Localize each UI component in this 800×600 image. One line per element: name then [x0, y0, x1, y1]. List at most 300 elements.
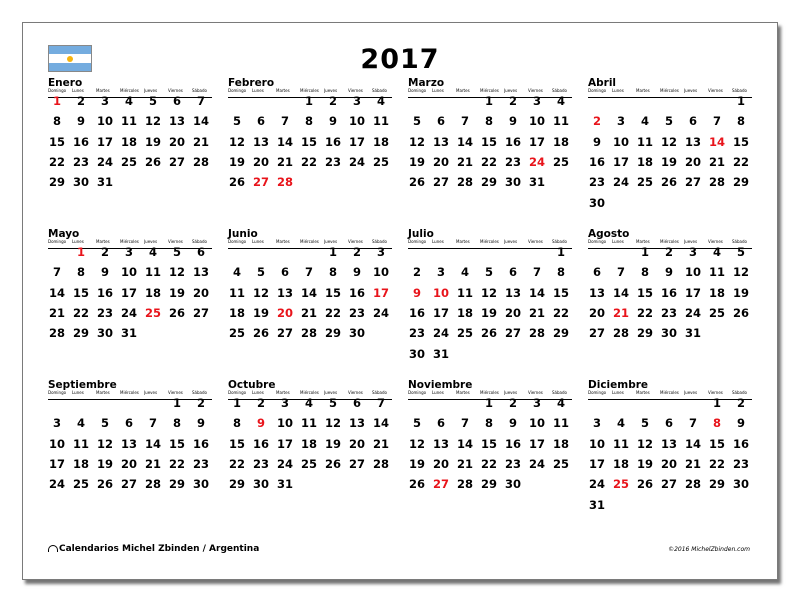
day-cell: 19	[144, 134, 161, 149]
day-cell: 3	[280, 396, 289, 410]
day-cell: 15	[552, 285, 569, 300]
day-cell: 9	[592, 134, 601, 149]
day-cell: 14	[456, 134, 473, 149]
day-cell: 16	[504, 436, 521, 451]
day-cell: 9	[76, 114, 85, 129]
day-cell: 9	[664, 265, 673, 280]
day-cell: 24	[588, 477, 605, 492]
weekday-label: Jueves	[684, 88, 698, 93]
holiday-day-cell: 9	[256, 416, 265, 431]
footer-credit	[48, 544, 259, 554]
day-cell: 17	[120, 285, 137, 300]
day-cell: 10	[528, 114, 545, 129]
day-cell: 26	[96, 477, 113, 492]
day-cell: 4	[556, 94, 565, 108]
day-cell: 20	[432, 456, 449, 471]
weekday-label: Miércoles	[480, 390, 499, 395]
holiday-day-cell: 21	[612, 305, 629, 320]
weekday-label: Lunes	[252, 239, 264, 244]
month-julio	[408, 228, 574, 368]
day-cell: 22	[300, 154, 317, 169]
day-cell: 20	[684, 154, 701, 169]
day-cell: 19	[324, 436, 341, 451]
day-cell: 17	[348, 134, 365, 149]
day-cell: 9	[328, 114, 337, 129]
day-cell: 15	[324, 285, 341, 300]
weekday-label: Viernes	[528, 239, 543, 244]
weekday-label: Miércoles	[660, 390, 679, 395]
day-cell: 17	[276, 436, 293, 451]
day-cell: 4	[148, 245, 157, 259]
day-cell: 9	[736, 416, 745, 431]
day-cell: 13	[120, 436, 137, 451]
day-cell: 13	[168, 114, 185, 129]
month-name: Noviembre	[408, 379, 473, 391]
day-cell: 23	[324, 154, 341, 169]
day-cell: 26	[324, 456, 341, 471]
day-cell: 2	[76, 94, 85, 108]
day-cell: 19	[408, 456, 425, 471]
day-cell: 27	[120, 477, 137, 492]
day-cell: 31	[276, 477, 293, 492]
month-name: Abril	[588, 77, 617, 89]
day-cell: 10	[276, 416, 293, 431]
day-cell: 10	[684, 265, 701, 280]
day-cell: 10	[348, 114, 365, 129]
day-cell: 27	[276, 326, 293, 341]
day-cell: 8	[484, 114, 493, 129]
day-cell: 13	[252, 134, 269, 149]
day-cell: 2	[196, 396, 205, 410]
day-cell: 19	[732, 285, 749, 300]
weekday-label: Martes	[96, 390, 110, 395]
month-name: Enero	[48, 77, 83, 89]
day-cell: 13	[432, 436, 449, 451]
day-cell: 30	[504, 477, 521, 492]
weekday-label: Viernes	[528, 88, 543, 93]
day-cell: 17	[432, 305, 449, 320]
holiday-day-cell: 1	[76, 245, 85, 259]
weekday-label: Domingo	[48, 239, 67, 244]
month-name: Febrero	[228, 77, 275, 89]
day-cell: 7	[304, 265, 313, 280]
day-cell: 9	[508, 416, 517, 431]
day-cell: 19	[408, 154, 425, 169]
day-cell: 16	[660, 285, 677, 300]
weekday-label: Miércoles	[120, 239, 139, 244]
holiday-day-cell: 24	[528, 154, 545, 169]
weekday-label: Martes	[456, 239, 470, 244]
day-cell: 15	[48, 134, 65, 149]
weekday-label: Martes	[276, 390, 290, 395]
day-cell: 5	[256, 265, 265, 280]
day-cell: 7	[532, 265, 541, 280]
weekday-label: Lunes	[432, 88, 444, 93]
day-cell: 18	[456, 305, 473, 320]
day-cell: 4	[616, 416, 625, 431]
day-cell: 26	[480, 326, 497, 341]
day-cell: 19	[252, 305, 269, 320]
day-cell: 1	[640, 245, 649, 259]
day-cell: 12	[408, 436, 425, 451]
footer-credit-text: Calendarios Michel Zbinden / Argentina	[59, 544, 260, 554]
day-cell: 6	[664, 416, 673, 431]
weekday-label: Lunes	[432, 390, 444, 395]
day-cell: 5	[232, 114, 241, 129]
day-cell: 14	[300, 285, 317, 300]
day-cell: 23	[732, 456, 749, 471]
day-cell: 23	[252, 456, 269, 471]
day-cell: 16	[504, 134, 521, 149]
weekday-label: Miércoles	[300, 88, 319, 93]
day-cell: 27	[192, 305, 209, 320]
day-cell: 27	[660, 477, 677, 492]
day-cell: 12	[732, 265, 749, 280]
day-cell: 26	[660, 175, 677, 190]
day-cell: 24	[528, 456, 545, 471]
day-cell: 8	[328, 265, 337, 280]
holiday-day-cell: 9	[412, 285, 421, 300]
day-cell: 18	[300, 436, 317, 451]
month-name: Octubre	[228, 379, 276, 391]
day-cell: 11	[72, 436, 89, 451]
day-cell: 5	[412, 114, 421, 129]
day-cell: 5	[640, 416, 649, 431]
day-cell: 2	[352, 245, 361, 259]
day-cell: 26	[732, 305, 749, 320]
weekday-label: Martes	[96, 239, 110, 244]
weekday-label: Lunes	[72, 239, 84, 244]
weekday-label: Sábado	[552, 88, 567, 93]
day-cell: 21	[456, 456, 473, 471]
month-noviembre	[408, 379, 574, 519]
weekday-label: Sábado	[732, 239, 747, 244]
weekday-label: Sábado	[372, 390, 387, 395]
weekday-label: Jueves	[504, 239, 518, 244]
day-cell: 21	[48, 305, 65, 320]
day-cell: 11	[228, 285, 245, 300]
day-cell: 13	[276, 285, 293, 300]
day-cell: 15	[72, 285, 89, 300]
day-cell: 18	[708, 285, 725, 300]
day-cell: 5	[412, 416, 421, 431]
day-cell: 24	[96, 154, 113, 169]
day-cell: 25	[708, 305, 725, 320]
footer-copyright: ©2016 MichelZbinden.com	[668, 546, 750, 553]
day-cell: 6	[592, 265, 601, 280]
day-cell: 14	[528, 285, 545, 300]
day-cell: 21	[684, 456, 701, 471]
day-cell: 7	[148, 416, 157, 431]
day-cell: 30	[660, 326, 677, 341]
day-cell: 3	[352, 94, 361, 108]
day-cell: 24	[276, 456, 293, 471]
day-cell: 3	[532, 396, 541, 410]
day-cell: 8	[736, 114, 745, 129]
weekday-label: Viernes	[168, 390, 183, 395]
day-cell: 29	[732, 175, 749, 190]
day-cell: 8	[484, 416, 493, 431]
weekday-label: Jueves	[324, 88, 338, 93]
day-cell: 2	[508, 94, 517, 108]
day-cell: 26	[168, 305, 185, 320]
day-cell: 5	[148, 94, 157, 108]
day-cell: 28	[684, 477, 701, 492]
day-cell: 13	[684, 134, 701, 149]
day-cell: 12	[168, 265, 185, 280]
day-cell: 25	[72, 477, 89, 492]
day-cell: 12	[408, 134, 425, 149]
day-cell: 18	[636, 154, 653, 169]
day-cell: 5	[484, 265, 493, 280]
day-cell: 11	[144, 265, 161, 280]
day-cell: 13	[660, 436, 677, 451]
day-cell: 14	[48, 285, 65, 300]
day-cell: 11	[372, 114, 389, 129]
day-cell: 28	[708, 175, 725, 190]
weekday-label: Jueves	[684, 390, 698, 395]
day-cell: 11	[456, 285, 473, 300]
day-cell: 26	[408, 175, 425, 190]
day-cell: 3	[124, 245, 133, 259]
day-cell: 7	[712, 114, 721, 129]
holiday-day-cell: 25	[144, 305, 161, 320]
day-cell: 28	[48, 326, 65, 341]
day-cell: 20	[168, 134, 185, 149]
day-cell: 29	[48, 175, 65, 190]
day-cell: 12	[228, 134, 245, 149]
day-cell: 22	[228, 456, 245, 471]
day-cell: 25	[552, 456, 569, 471]
day-cell: 5	[736, 245, 745, 259]
weekday-label: Domingo	[48, 88, 67, 93]
day-cell: 13	[348, 416, 365, 431]
day-cell: 4	[76, 416, 85, 431]
day-cell: 1	[304, 94, 313, 108]
month-name: Diciembre	[588, 379, 649, 391]
day-cell: 16	[348, 285, 365, 300]
holiday-day-cell: 2	[592, 114, 601, 129]
month-septiembre	[48, 379, 214, 519]
day-cell: 25	[372, 154, 389, 169]
day-cell: 3	[100, 94, 109, 108]
weekday-label: Sábado	[552, 239, 567, 244]
day-cell: 21	[300, 305, 317, 320]
day-cell: 25	[456, 326, 473, 341]
day-cell: 10	[612, 134, 629, 149]
day-cell: 7	[376, 396, 385, 410]
day-cell: 22	[480, 154, 497, 169]
weekday-label: Miércoles	[660, 239, 679, 244]
day-cell: 2	[664, 245, 673, 259]
day-cell: 16	[96, 285, 113, 300]
day-cell: 31	[528, 175, 545, 190]
month-agosto	[588, 228, 754, 368]
holiday-day-cell: 17	[372, 285, 389, 300]
day-cell: 14	[372, 416, 389, 431]
day-cell: 30	[732, 477, 749, 492]
day-cell: 17	[684, 285, 701, 300]
day-cell: 2	[736, 396, 745, 410]
day-cell: 14	[612, 285, 629, 300]
weekday-label: Jueves	[324, 390, 338, 395]
weekday-label: Jueves	[684, 239, 698, 244]
day-cell: 25	[228, 326, 245, 341]
weekday-label: Viernes	[708, 88, 723, 93]
day-cell: 10	[528, 416, 545, 431]
day-cell: 27	[588, 326, 605, 341]
day-cell: 1	[736, 94, 745, 108]
day-cell: 10	[588, 436, 605, 451]
day-cell: 6	[508, 265, 517, 280]
day-cell: 21	[528, 305, 545, 320]
day-cell: 27	[348, 456, 365, 471]
holiday-day-cell: 20	[276, 305, 293, 320]
weekday-label: Martes	[456, 88, 470, 93]
holiday-day-cell: 10	[432, 285, 449, 300]
day-cell: 29	[480, 477, 497, 492]
day-cell: 6	[436, 416, 445, 431]
day-cell: 13	[588, 285, 605, 300]
day-cell: 1	[484, 94, 493, 108]
day-cell: 10	[120, 265, 137, 280]
weekday-label: Martes	[636, 88, 650, 93]
weekday-label: Sábado	[192, 390, 207, 395]
day-cell: 15	[480, 134, 497, 149]
holiday-day-cell: 27	[252, 175, 269, 190]
weekday-label: Martes	[456, 390, 470, 395]
day-cell: 26	[408, 477, 425, 492]
day-cell: 24	[432, 326, 449, 341]
day-cell: 2	[256, 396, 265, 410]
day-cell: 17	[612, 154, 629, 169]
day-cell: 25	[300, 456, 317, 471]
weekday-label: Jueves	[504, 88, 518, 93]
day-cell: 6	[172, 94, 181, 108]
weekday-label: Miércoles	[480, 88, 499, 93]
day-cell: 4	[232, 265, 241, 280]
day-cell: 28	[192, 154, 209, 169]
day-cell: 24	[348, 154, 365, 169]
day-cell: 8	[172, 416, 181, 431]
month-abril	[588, 77, 754, 217]
day-cell: 3	[532, 94, 541, 108]
month-name: Junio	[228, 228, 258, 240]
weekday-label: Viernes	[348, 239, 363, 244]
day-cell: 4	[556, 396, 565, 410]
day-cell: 19	[636, 456, 653, 471]
weekday-label: Sábado	[192, 239, 207, 244]
day-cell: 6	[436, 114, 445, 129]
day-cell: 10	[96, 114, 113, 129]
day-cell: 17	[588, 456, 605, 471]
day-cell: 10	[372, 265, 389, 280]
day-cell: 1	[556, 245, 565, 259]
day-cell: 8	[232, 416, 241, 431]
weekday-label: Miércoles	[480, 239, 499, 244]
weekday-label: Viernes	[348, 390, 363, 395]
day-cell: 2	[508, 396, 517, 410]
weekday-label: Viernes	[168, 239, 183, 244]
day-cell: 6	[280, 265, 289, 280]
day-cell: 25	[552, 154, 569, 169]
day-cell: 28	[456, 175, 473, 190]
weekday-label: Miércoles	[300, 390, 319, 395]
day-cell: 12	[480, 285, 497, 300]
month-name: Mayo	[48, 228, 80, 240]
weekday-label: Sábado	[732, 88, 747, 93]
day-cell: 22	[168, 456, 185, 471]
weekday-label: Domingo	[228, 390, 247, 395]
day-cell: 29	[552, 326, 569, 341]
day-cell: 9	[508, 114, 517, 129]
day-cell: 8	[556, 265, 565, 280]
day-cell: 15	[228, 436, 245, 451]
day-cell: 5	[328, 396, 337, 410]
day-cell: 16	[408, 305, 425, 320]
day-cell: 24	[684, 305, 701, 320]
day-cell: 28	[372, 456, 389, 471]
month-name: Agosto	[588, 228, 630, 240]
day-cell: 22	[72, 305, 89, 320]
holiday-day-cell: 25	[612, 477, 629, 492]
weekday-label: Viernes	[348, 88, 363, 93]
weekday-label: Viernes	[528, 390, 543, 395]
weekday-label: Lunes	[612, 390, 624, 395]
day-cell: 22	[48, 154, 65, 169]
month-name: Septiembre	[48, 379, 117, 391]
weekday-label: Martes	[636, 239, 650, 244]
weekday-label: Lunes	[72, 390, 84, 395]
day-cell: 29	[708, 477, 725, 492]
day-cell: 28	[528, 326, 545, 341]
weekday-label: Jueves	[144, 239, 158, 244]
day-cell: 4	[712, 245, 721, 259]
day-cell: 24	[48, 477, 65, 492]
day-cell: 27	[432, 175, 449, 190]
weekday-label: Lunes	[72, 88, 84, 93]
day-cell: 15	[168, 436, 185, 451]
weekday-label: Domingo	[408, 88, 427, 93]
weekday-label: Sábado	[192, 88, 207, 93]
day-cell: 23	[504, 154, 521, 169]
day-cell: 30	[96, 326, 113, 341]
day-cell: 18	[552, 436, 569, 451]
day-cell: 8	[304, 114, 313, 129]
day-cell: 27	[684, 175, 701, 190]
day-cell: 31	[432, 346, 449, 361]
day-cell: 12	[252, 285, 269, 300]
day-cell: 23	[192, 456, 209, 471]
weekday-label: Sábado	[372, 239, 387, 244]
day-cell: 13	[432, 134, 449, 149]
day-cell: 21	[144, 456, 161, 471]
day-cell: 10	[48, 436, 65, 451]
day-cell: 12	[324, 416, 341, 431]
weekday-label: Miércoles	[120, 88, 139, 93]
weekday-label: Martes	[276, 88, 290, 93]
day-cell: 21	[192, 134, 209, 149]
day-cell: 13	[192, 265, 209, 280]
holiday-day-cell: 27	[432, 477, 449, 492]
day-cell: 20	[348, 436, 365, 451]
day-cell: 12	[660, 134, 677, 149]
day-cell: 23	[348, 305, 365, 320]
day-cell: 15	[636, 285, 653, 300]
weekday-label: Sábado	[552, 390, 567, 395]
day-cell: 25	[120, 154, 137, 169]
day-cell: 5	[172, 245, 181, 259]
